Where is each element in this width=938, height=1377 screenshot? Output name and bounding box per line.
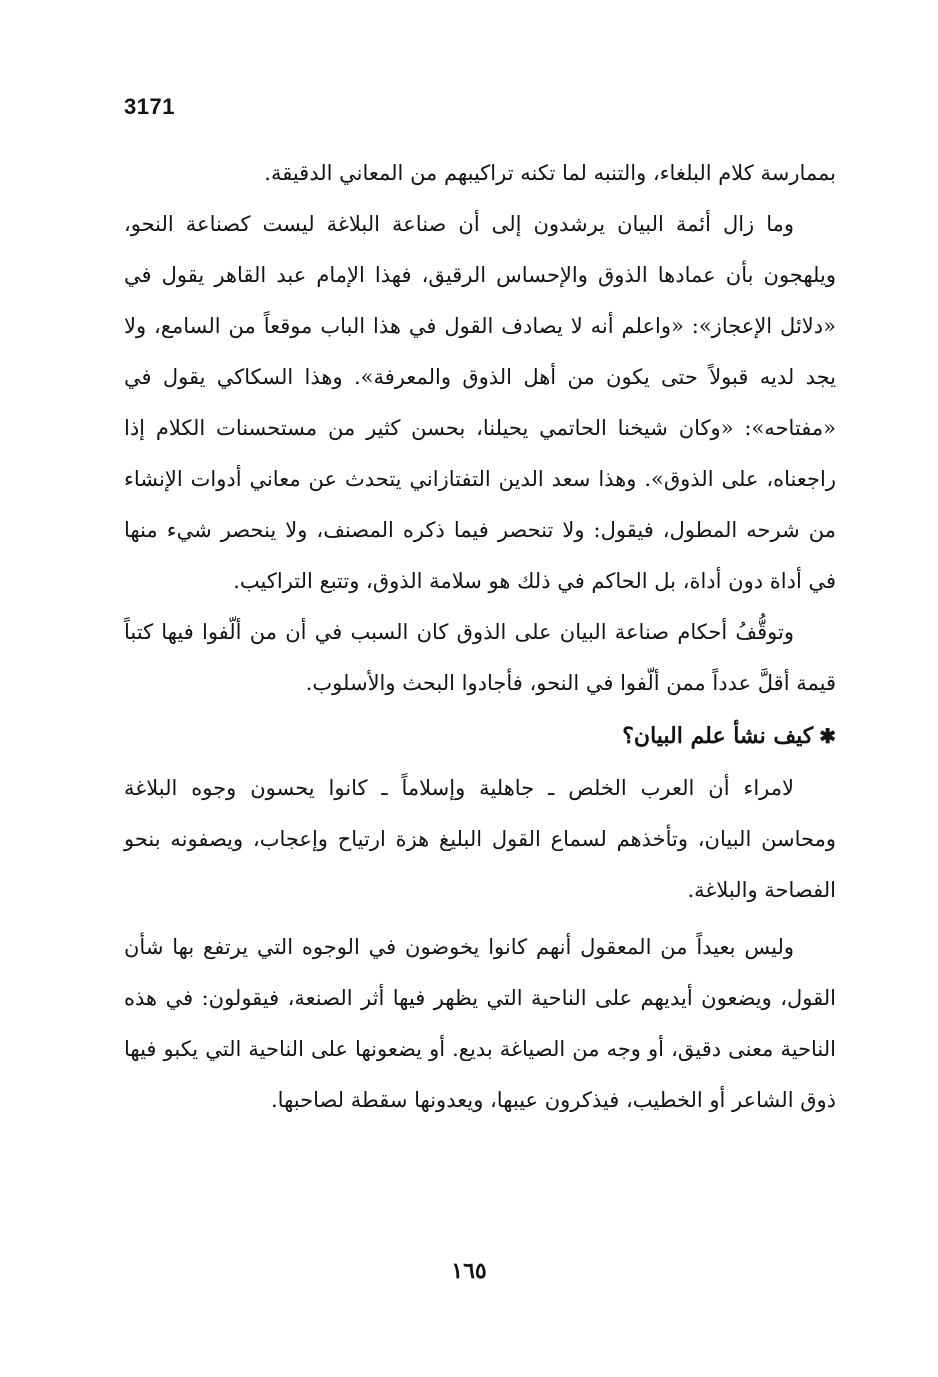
- body-text: [124, 148, 836, 1126]
- paragraph-discussion-of-style: وليس بعيداً من المعقول أنهم كانوا يخوضون في الوجوه التي يرتفع بها شأن القول، ويضعون أيديهم على الناحية التي يظهر فيها أثر الصنعة، فيقولون: في هذه الناحية معنى دقيق، أو وجه من الصياغة بديع. أو يضعونها على الناحية التي يكبو فيها ذوق الشاعر أو الخطيب، فيذكرون عيبها، ويعدونها سقطة لصاحبها.: [124, 935, 836, 1112]
- section-heading: [124, 709, 836, 763]
- reference-number: 3171: [124, 94, 175, 119]
- asterisk-icon: ✱: [819, 724, 836, 748]
- page-number: ١٦٥: [451, 1258, 487, 1284]
- paragraph-taste-in-rhetoric: وما زال أئمة البيان يرشدون إلى أن صناعة البلاغة ليست كصناعة النحو، ويلهجون بأن عمادها الذوق والإحساس الرقيق، فهذا الإمام عبد القاهر يقول في «دلائل الإعجاز»: «واعلم أنه لا يصادف القول في هذا الباب موقعاً من السامع، ولا يجد لديه قبولاً حتى يكون من أهل الذوق والمعرفة». وهذا السكاكي يقول في «مفتاحه»: «وكان شيخنا الحاتمي يحيلنا، بحسن كثير من مستحسنات الكلام إذا راجعناه، على الذوق». وهذا سعد الدين التفتازاني يتحدث عن معاني أدوات الإنشاء من شرحه المطول، فيقول: ولا تنحصر فيما ذكره المصنف، ولا ينحصر شيء منها في أداة دون أداة، بل الحاكم في ذلك هو سلامة الذوق، وتتبع التراكيب.: [124, 212, 836, 593]
- paragraph-arabs-sense: لامراء أن العرب الخلص ـ جاهلية وإسلاماً ـ كانوا يحسون وجوه البلاغة ومحاسن البيان، وتأخذهم لسماع القول البليغ هزة ارتياح وإعجاب، ويصفونه بنحو الفصاحة والبلاغة.: [124, 776, 836, 902]
- section-heading-text: كيف نشأ علم البيان؟: [622, 723, 814, 749]
- paragraph-continuation: بممارسة كلام البلغاء، والتنبه لما تكنه تراكيبهم من المعاني الدقيقة.: [264, 161, 836, 185]
- paragraph-authors-count: وتوقُّفُ أحكام صناعة البيان على الذوق كان السبب في أن من ألّفوا فيها كتباً قيمة أقلَّ عدداً ممن ألّفوا في النحو، فأجادوا البحث والأسلوب.: [124, 620, 836, 695]
